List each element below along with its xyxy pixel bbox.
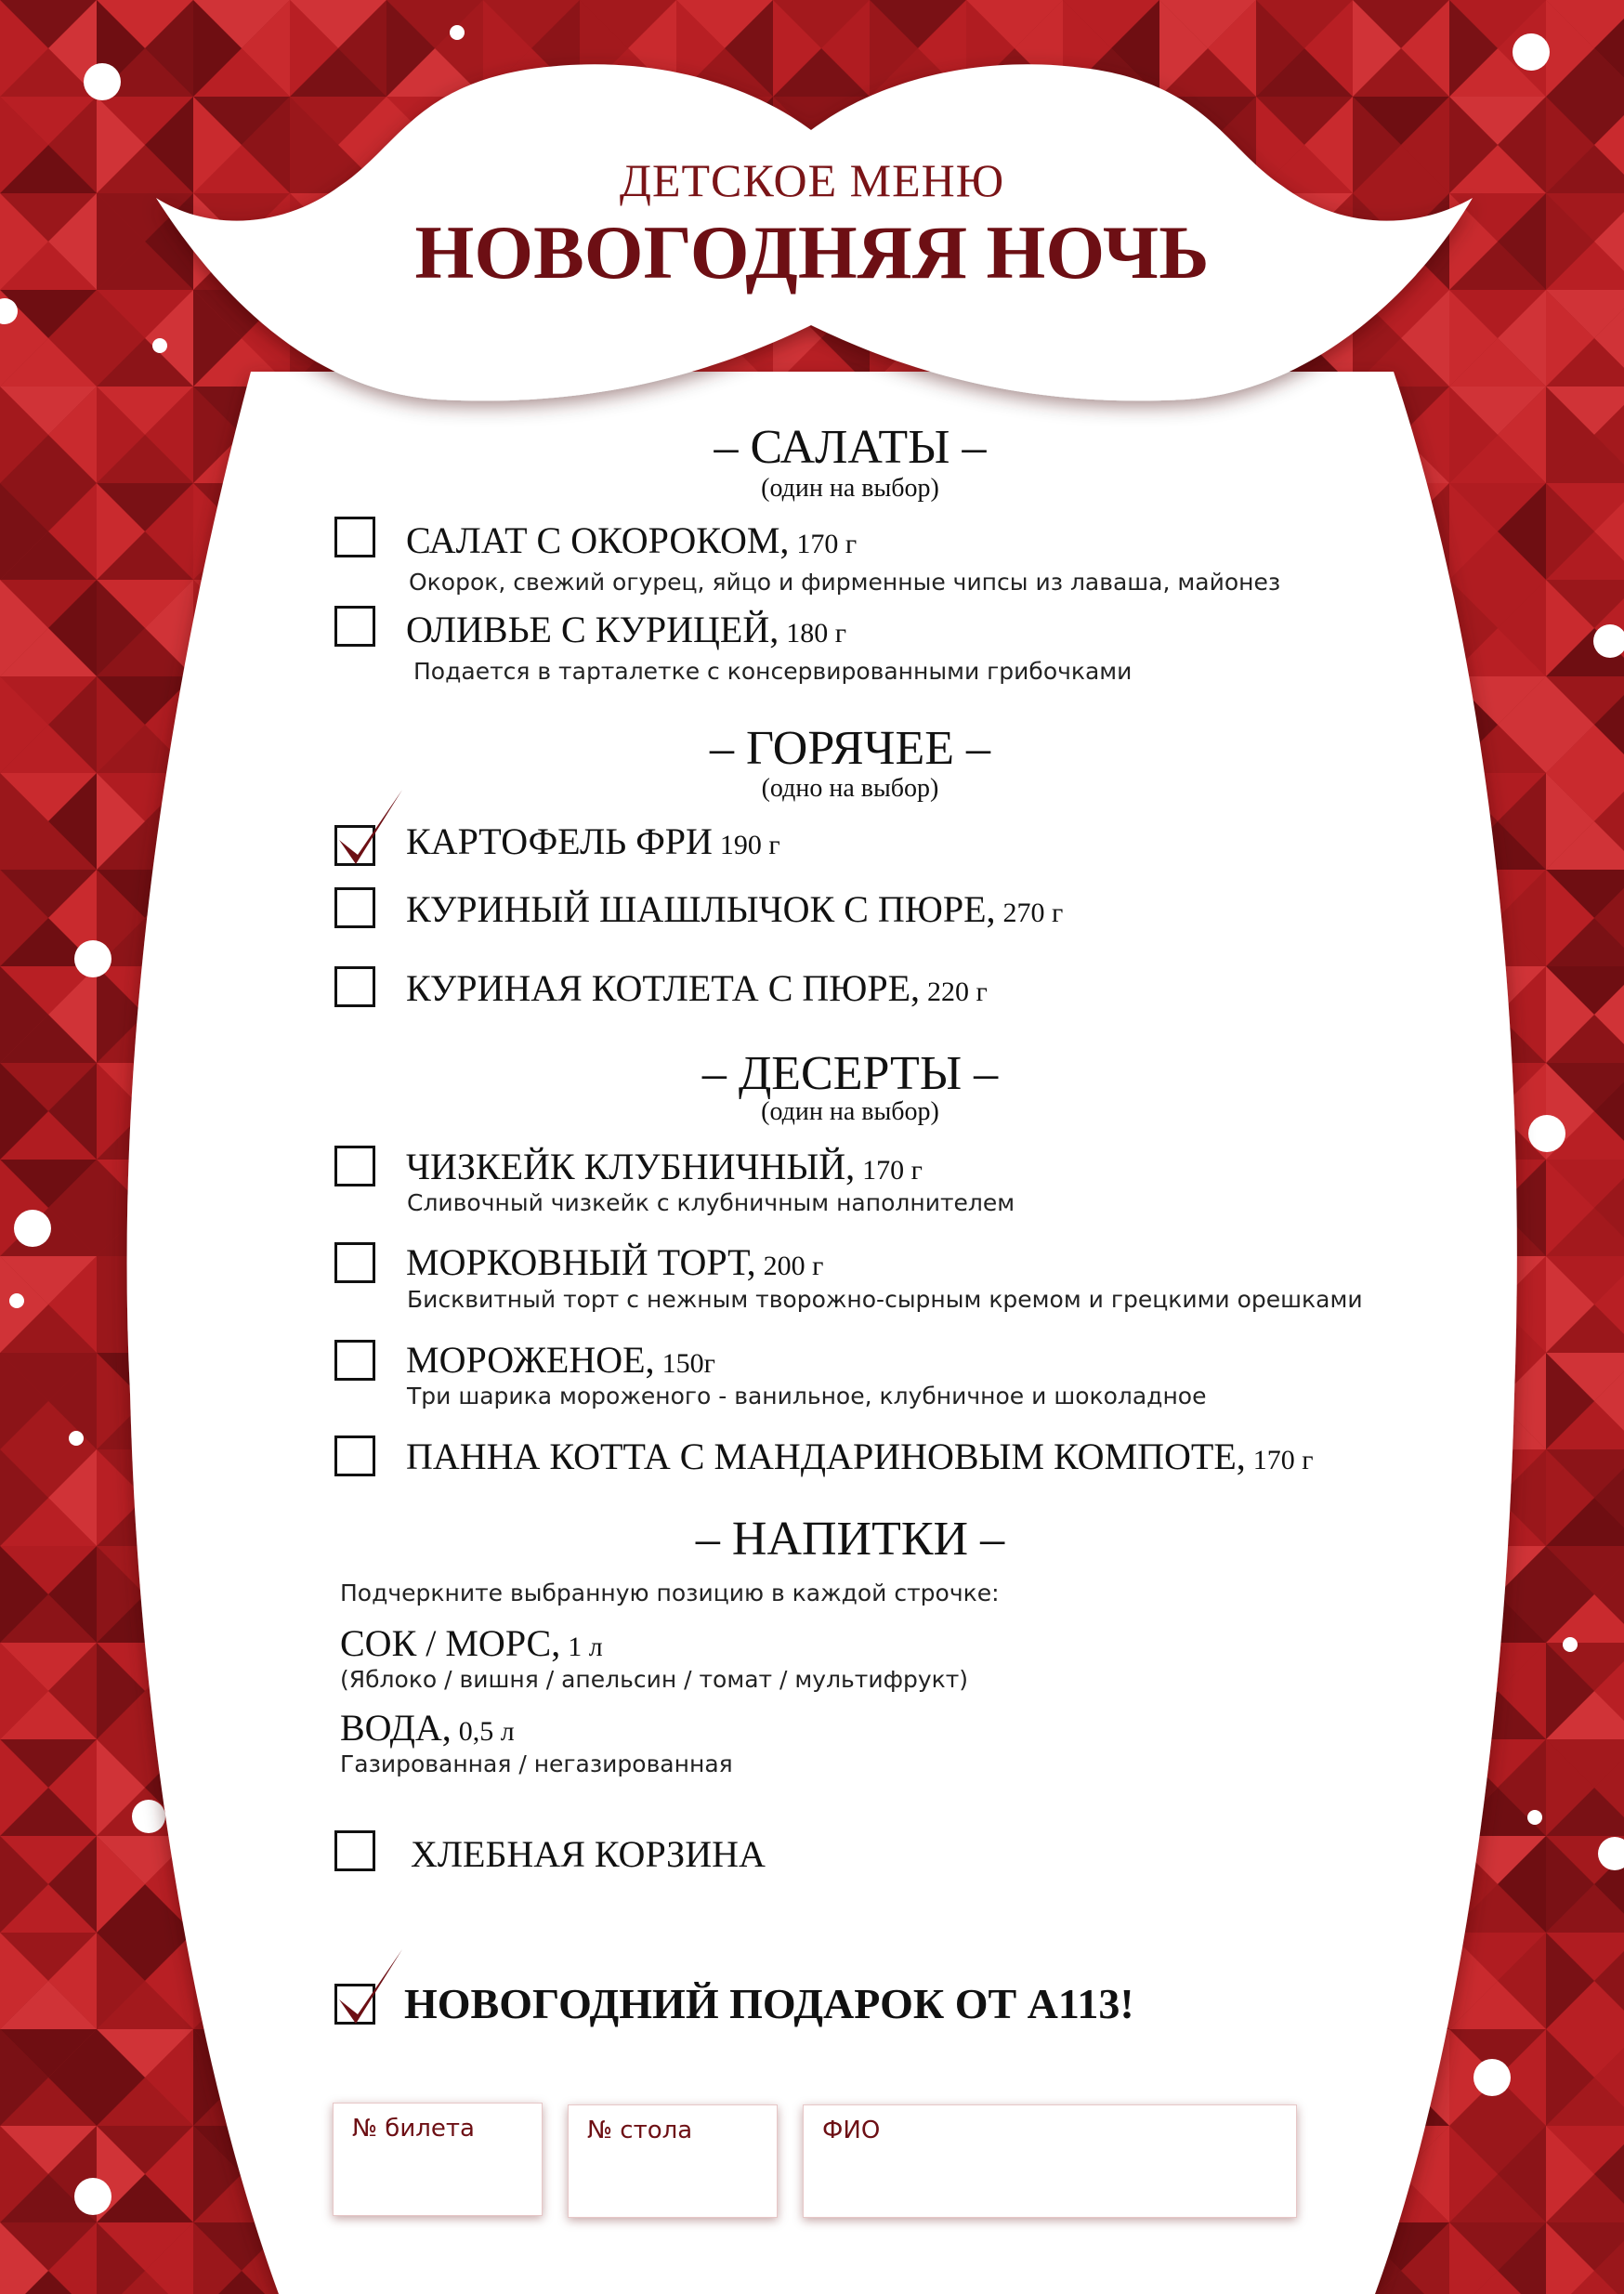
checkmark-icon [330,782,413,875]
item-bread: ХЛЕБНАЯ КОРЗИНА [411,1833,766,1875]
item-weight: 170 г [796,529,858,559]
menu-title: НОВОГОДНЯЯ НОЧЬ [414,210,1210,295]
checkbox-dessert-carrot-cake[interactable] [334,1242,375,1283]
item-weight: 200 г [763,1251,824,1281]
item-name: ВОДА, [340,1707,452,1749]
item-name: КУРИНЫЙ ШАШЛЫЧОК С ПЮРЕ, [406,888,996,930]
full-name-label: ФИО [822,2117,881,2144]
checkbox-dessert-panna-cotta[interactable] [334,1435,375,1476]
full-name-field[interactable] [803,2104,1297,2218]
table-number-label: № стола [587,2117,693,2144]
item-name: МОРОЖЕНОЕ, [406,1339,655,1381]
item-weight: 170 г [1252,1445,1314,1475]
ticket-number-field[interactable] [333,2103,543,2216]
item-description: Три шарика мороженого - ванильное, клубничное и шоколадное [407,1383,1207,1409]
section-title-salads: – САЛАТЫ – [714,421,987,474]
item-description: Подается в тарталетке с консервированными грибочками [413,658,1133,685]
section-title-drinks: – НАПИТКИ – [695,1513,1005,1566]
item-drink-juice [340,1621,603,1665]
item-name: ОЛИВЬЕ С КУРИЦЕЙ, [406,609,779,650]
item-dessert-panna-cotta [406,1435,1314,1478]
table-number-field[interactable] [568,2104,778,2218]
section-note-salads: (один на выбор) [761,474,939,503]
item-name: МОРКОВНЫЙ ТОРТ, [406,1241,756,1283]
item-weight: 170 г [862,1155,923,1186]
item-dessert-cheesecake [406,1145,923,1188]
item-weight: 180 г [786,618,847,649]
ticket-number-label: № билета [352,2115,475,2143]
item-hot-skewer [406,887,1063,931]
item-dessert-carrot-cake [406,1240,823,1284]
checkbox-bread[interactable] [334,1830,375,1871]
item-name: САЛАТ С ОКОРОКОМ, [406,519,790,561]
item-hot-fries [406,819,780,863]
item-salad-olivier [406,608,846,651]
item-weight: 270 г [1002,898,1064,928]
section-note-hot: (одно на выбор) [761,774,939,803]
item-description: Окорок, свежий огурец, яйцо и фирменные чипсы из лаваша, майонез [409,569,1281,596]
item-hot-cutlet [406,966,988,1010]
item-dessert-ice-cream [406,1338,715,1382]
item-name: СОК / МОРС, [340,1622,561,1664]
item-weight: 150г [661,1348,715,1379]
item-drink-water [340,1706,515,1750]
section-title-hot: – ГОРЯЧЕЕ – [710,722,990,775]
item-description: Бисквитный торт с нежным творожно-сырным кремом и грецкими орешками [407,1286,1363,1313]
checkbox-hot-skewer[interactable] [334,887,375,928]
checkbox-hot-cutlet[interactable] [334,966,375,1007]
item-weight: 190 г [719,830,780,860]
item-description: Сливочный чизкейк с клубничным наполнителем [407,1189,1015,1216]
checkbox-salad-olivier[interactable] [334,606,375,647]
item-name: ПАННА КОТТА С МАНДАРИНОВЫМ КОМПОТЕ, [406,1435,1246,1477]
checkbox-salad-ham[interactable] [334,517,375,557]
drink-options-juice[interactable]: (Яблоко / вишня / апельсин / томат / мультифрукт) [340,1666,969,1693]
item-weight: 1 л [568,1632,603,1662]
item-weight: 220 г [927,977,988,1007]
item-name: ЧИЗКЕЙК КЛУБНИЧНЫЙ, [406,1146,856,1187]
section-title-desserts: – ДЕСЕРТЫ – [701,1047,999,1100]
item-gift: НОВОГОДНИЙ ПОДАРОК ОТ А113! [404,1980,1134,2027]
drink-options-water[interactable]: Газированная / негазированная [340,1750,733,1777]
item-name: КУРИНАЯ КОТЛЕТА С ПЮРЕ, [406,967,921,1009]
drinks-instruction: Подчеркните выбранную позицию в каждой строчке: [340,1580,1000,1606]
item-salad-ham [406,518,857,562]
checkbox-dessert-cheesecake[interactable] [334,1146,375,1186]
checkbox-dessert-ice-cream[interactable] [334,1340,375,1381]
section-note-desserts: (один на выбор) [761,1097,939,1126]
item-weight: 0,5 л [458,1716,515,1747]
item-name: КАРТОФЕЛЬ ФРИ [406,820,713,862]
checkmark-icon [330,1942,413,2035]
menu-subtitle: ДЕТСКОЕ МЕНЮ [619,154,1005,206]
